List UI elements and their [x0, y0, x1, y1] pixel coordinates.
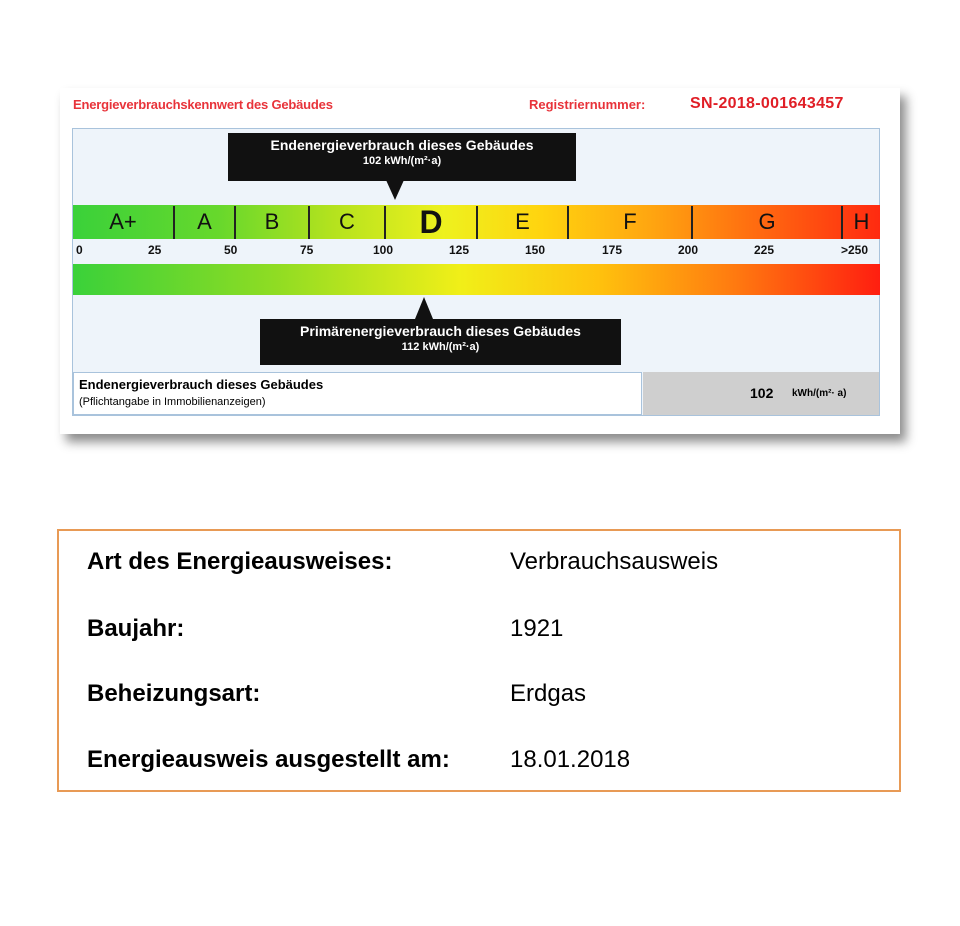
class-g: G [758, 209, 776, 234]
class-c: C [339, 209, 355, 234]
scale-tick-label: 100 [373, 243, 394, 257]
scale-tick-label: 200 [678, 243, 699, 257]
scale-tick-label: >250 [841, 243, 869, 257]
info-label: Art des Energieausweises: [87, 548, 393, 575]
registration-label: Registriernummer: [529, 97, 646, 112]
efficiency-class-scale [73, 205, 880, 239]
footer-value-box [643, 372, 879, 415]
scale-tick-label: 125 [449, 243, 470, 257]
info-label: Beheizungsart: [87, 680, 261, 707]
end-energy-callout [228, 133, 576, 181]
footer-label: Endenergieverbrauch dieses Gebäudes [79, 377, 324, 392]
info-value: 18.01.2018 [510, 746, 631, 773]
end-energy-callout-title: Endenergieverbrauch dieses Gebäudes [270, 137, 534, 153]
info-value: Erdgas [510, 680, 587, 707]
info-value: 1921 [510, 615, 564, 642]
label-title: Energieverbrauchskennwert des Gebäudes [73, 97, 333, 112]
footer-label-box [73, 372, 642, 415]
class-d-active: D [419, 204, 443, 240]
class-h: H [853, 209, 870, 234]
primary-energy-callout-value: 112 kWh/(m²·a) [401, 341, 480, 353]
primary-energy-pointer-icon [415, 297, 433, 319]
primary-energy-callout-title: Primärenergieverbrauch dieses Gebäudes [300, 323, 581, 339]
energy-certificate-info-box [57, 529, 901, 792]
scale-tick-label: 50 [224, 243, 238, 257]
consumption-gradient-bar [73, 264, 880, 295]
scale-tick-label: 75 [300, 243, 314, 257]
class-e: E [515, 209, 530, 234]
class-a: A [197, 209, 212, 234]
info-value: Verbrauchsausweis [510, 548, 719, 575]
footer-note: (Pflichtangabe in Immobilienanzeigen) [79, 396, 266, 408]
end-energy-pointer-icon [386, 180, 404, 200]
end-energy-callout-value: 102 kWh/(m²·a) [362, 155, 442, 167]
scale-tick-label: 225 [754, 243, 775, 257]
scale-tick-label: 150 [525, 243, 546, 257]
info-label: Energieausweis ausgestellt am: [87, 746, 450, 773]
footer-value: 102 [750, 385, 774, 401]
class-a-plus: A+ [109, 209, 137, 234]
class-f: F [623, 209, 637, 234]
footer-unit: kWh/(m²· a) [792, 388, 847, 399]
registration-number: SN-2018-001643457 [690, 95, 844, 112]
energy-label-card [60, 88, 900, 434]
scale-tick-label: 0 [76, 243, 83, 257]
class-b: B [264, 209, 280, 234]
info-label: Baujahr: [87, 615, 185, 642]
scale-tick-label: 25 [148, 243, 162, 257]
primary-energy-callout [260, 319, 621, 365]
scale-tick-label: 175 [602, 243, 623, 257]
